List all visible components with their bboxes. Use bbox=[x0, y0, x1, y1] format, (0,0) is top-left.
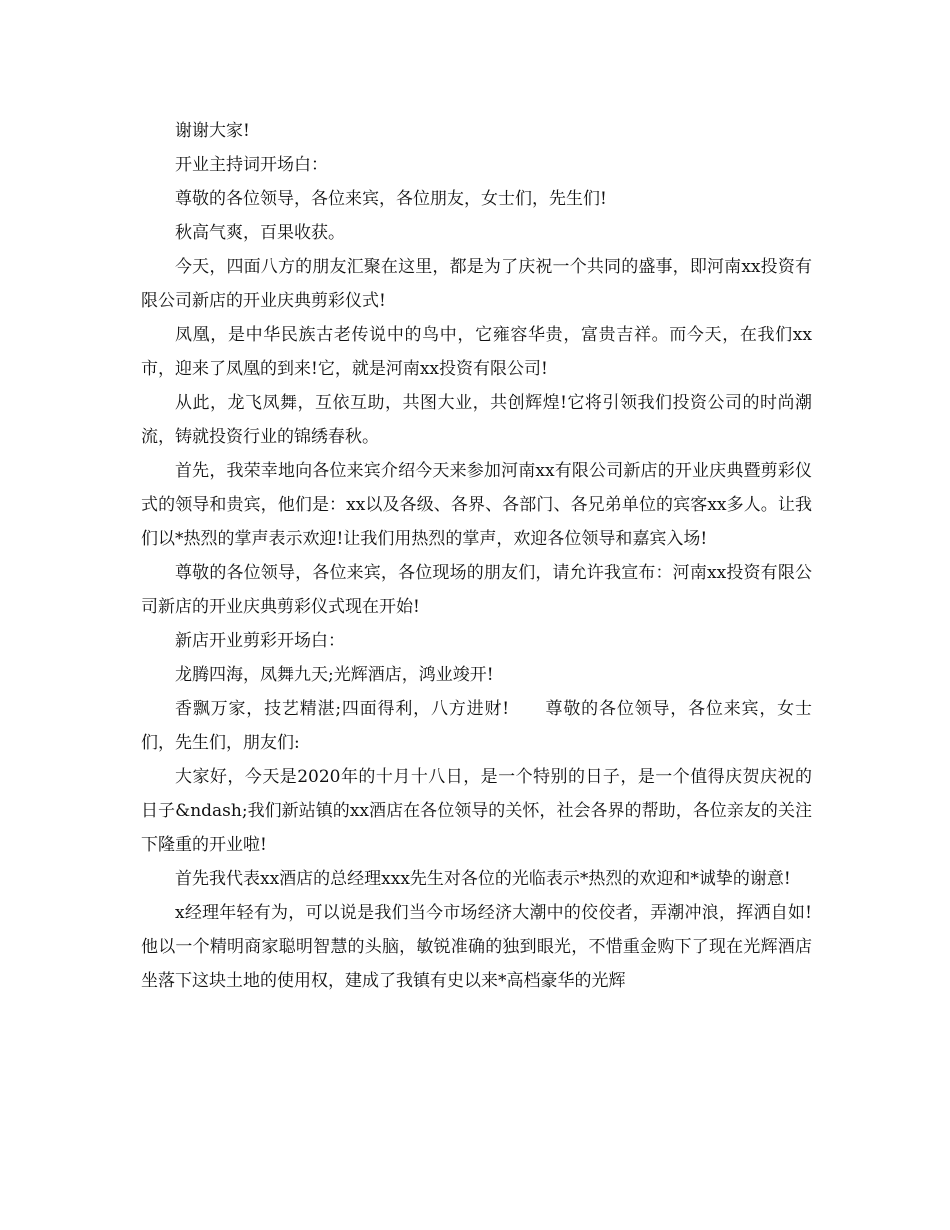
paragraph-5: 今天，四面八方的朋友汇聚在这里，都是为了庆祝一个共同的盛事，即河南xx投资有限公司新店的开业庆典剪彩仪式! bbox=[141, 257, 812, 311]
paragraph-14: 首先我代表xx酒店的总经理xxx先生对各位的光临表示*热烈的欢迎和*诚挚的谢意! bbox=[175, 869, 791, 889]
paragraph-1: 谢谢大家! bbox=[175, 121, 250, 141]
paragraph-7: 从此，龙飞凤舞，互依互助，共图大业，共创辉煌!它将引领我们投资公司的时尚潮流，铸就投资行业的锦绣春秋。 bbox=[141, 393, 812, 447]
paragraph-15: x经理年轻有为，可以说是我们当今市场经济大潮中的佼佼者，弄潮冲浪，挥洒自如!他以一个精明商家聪明智慧的头脑，敏锐准确的独到眼光，不惜重金购下了现在光辉酒店坐落下这块土地的使用权，建成了我镇有史以来*高档豪华的光辉 bbox=[141, 903, 812, 991]
paragraph-8: 首先，我荣幸地向各位来宾介绍今天来参加河南xx有限公司新店的开业庆典暨剪彩仪式的领导和贵宾，他们是：xx以及各级、各界、各部门、各兄弟单位的宾客xx多人。让我们以*热烈的掌声表示欢迎!让我们用热烈的掌声，欢迎各位领导和嘉宾入场! bbox=[141, 461, 812, 549]
paragraph-6: 凤凰，是中华民族古老传说中的鸟中，它雍容华贵，富贵吉祥。而今天，在我们xx市，迎来了凤凰的到来!它，就是河南xx投资有限公司! bbox=[141, 325, 812, 379]
paragraph-4: 秋高气爽，百果收获。 bbox=[175, 223, 345, 243]
document-body bbox=[141, 114, 812, 998]
paragraph-3: 尊敬的各位领导，各位来宾，各位朋友，女士们，先生们! bbox=[175, 189, 607, 209]
paragraph-9: 尊敬的各位领导，各位来宾，各位现场的朋友们，请允许我宣布：河南xx投资有限公司新店的开业庆典剪彩仪式现在开始! bbox=[141, 563, 812, 617]
paragraph-10: 新店开业剪彩开场白： bbox=[175, 631, 345, 651]
paragraph-2: 开业主持词开场白： bbox=[175, 155, 328, 175]
paragraph-13: 大家好，今天是2020年的十月十八日，是一个特别的日子，是一个值得庆贺庆祝的日子&ndash;我们新站镇的xx酒店在各位领导的关怀，社会各界的帮助，各位亲友的关注下隆重的开业啦! bbox=[141, 767, 812, 855]
paragraph-12: 香飘万家，技艺精湛;四面得利，八方进财! 尊敬的各位领导，各位来宾，女士们，先生们，朋友们: bbox=[141, 699, 812, 753]
paragraph-11: 龙腾四海，凤舞九天;光辉酒店，鸿业竣开! bbox=[175, 665, 494, 685]
